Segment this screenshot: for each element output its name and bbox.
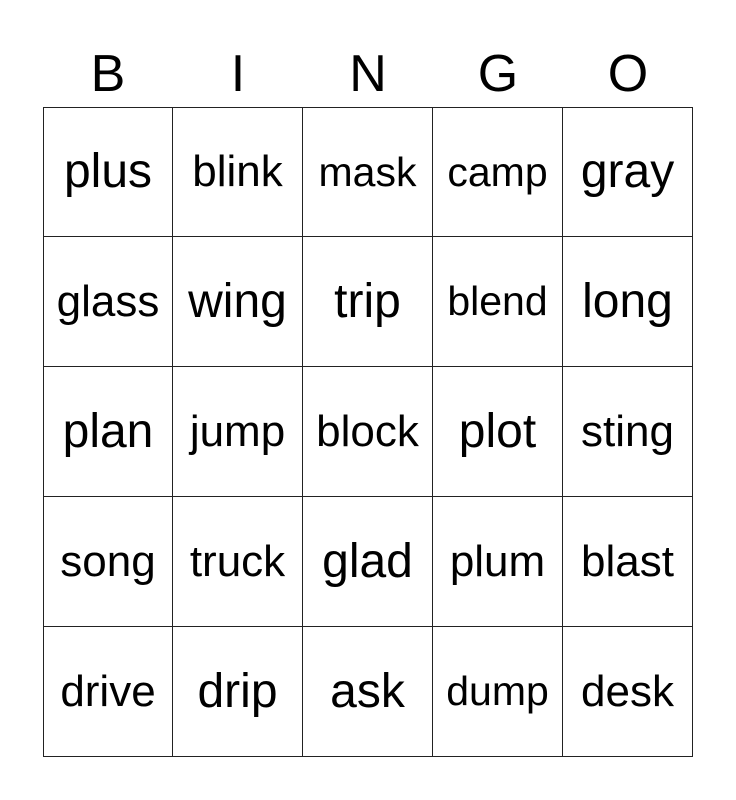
bingo-header: [43, 42, 693, 106]
bingo-cell[interactable]: [43, 237, 173, 367]
bingo-cell[interactable]: [173, 627, 303, 757]
cell-word: gray: [580, 145, 675, 198]
cell-word: glad: [322, 534, 413, 588]
bingo-cell[interactable]: [563, 497, 693, 627]
cell-word: truck: [189, 536, 286, 586]
header-letter-n: N: [349, 45, 387, 103]
bingo-cell[interactable]: [43, 627, 173, 757]
bingo-board: [43, 107, 693, 757]
cell-word: camp: [447, 148, 548, 195]
bingo-cell[interactable]: [433, 497, 563, 627]
bingo-cell[interactable]: [303, 107, 433, 237]
bingo-cell[interactable]: [43, 107, 173, 237]
bingo-cell[interactable]: [303, 237, 433, 367]
bingo-cell[interactable]: [303, 627, 433, 757]
cell-word: drip: [197, 664, 278, 718]
cell-word: dump: [446, 668, 549, 714]
bingo-cell[interactable]: [433, 237, 563, 367]
bingo-cell[interactable]: [43, 367, 173, 497]
cell-word: song: [60, 536, 156, 586]
bingo-cell[interactable]: [43, 497, 173, 627]
bingo-cell[interactable]: [563, 107, 693, 237]
cell-word: wing: [188, 274, 287, 328]
cell-word: plus: [63, 145, 153, 198]
bingo-cell[interactable]: [173, 497, 303, 627]
header-letter-i: I: [230, 45, 246, 103]
bingo-cell[interactable]: [433, 627, 563, 757]
bingo-cell[interactable]: [433, 367, 563, 497]
cell-word: blend: [447, 278, 548, 324]
header-letter-b: B: [90, 45, 126, 103]
cell-word: mask: [318, 148, 417, 195]
bingo-cell[interactable]: [303, 367, 433, 497]
bingo-cell[interactable]: [433, 107, 563, 237]
bingo-cell[interactable]: [173, 107, 303, 237]
header-letter-o: O: [607, 45, 649, 103]
cell-word: block: [316, 406, 419, 456]
cell-word: plum: [449, 536, 546, 586]
bingo-cell[interactable]: [173, 367, 303, 497]
cell-word: plan: [62, 404, 154, 458]
cell-word: ask: [330, 664, 405, 718]
bingo-cell[interactable]: [563, 367, 693, 497]
cell-word: desk: [581, 666, 674, 716]
header-letter-g: G: [477, 45, 519, 103]
cell-word: jump: [189, 406, 286, 456]
cell-word: trip: [334, 274, 401, 328]
cell-word: blast: [581, 536, 674, 586]
cell-word: plot: [458, 404, 537, 458]
cell-word: blink: [192, 147, 283, 196]
cell-word: long: [582, 274, 673, 328]
bingo-cell[interactable]: [563, 627, 693, 757]
bingo-cell[interactable]: [563, 237, 693, 367]
cell-word: sting: [581, 406, 674, 456]
cell-word: glass: [56, 276, 160, 326]
cell-word: drive: [60, 666, 156, 716]
bingo-cell[interactable]: [303, 497, 433, 627]
bingo-cell[interactable]: [173, 237, 303, 367]
